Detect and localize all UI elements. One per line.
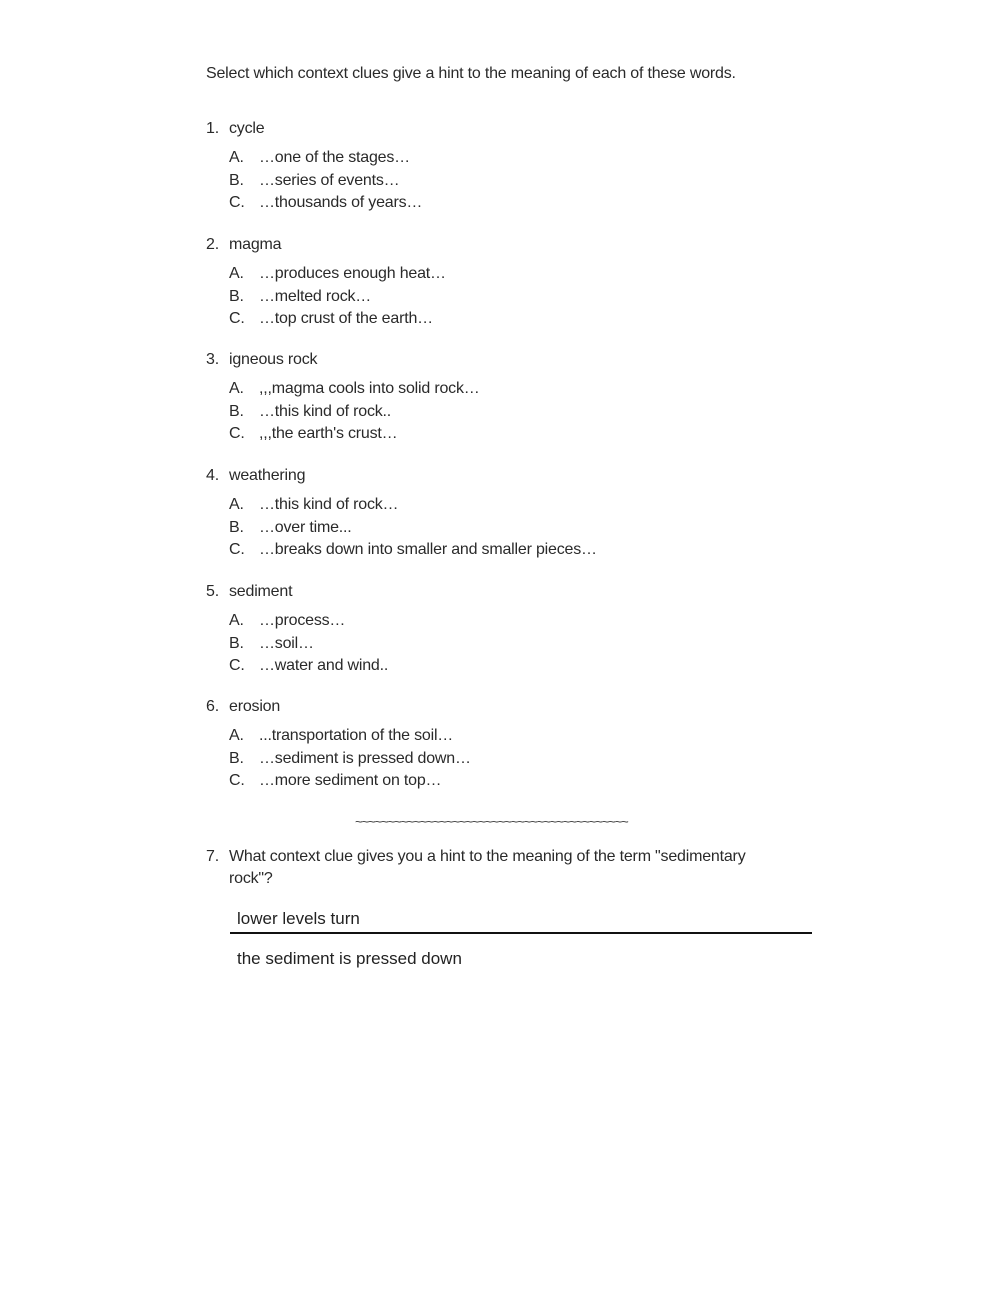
answer-options — [229, 147, 422, 215]
answer-option[interactable] — [229, 770, 471, 793]
question-6 — [206, 696, 471, 793]
answer-field-2[interactable] — [230, 948, 812, 974]
answer-option[interactable] — [229, 147, 422, 170]
answer-option[interactable] — [229, 610, 388, 633]
question-number: 1. — [206, 120, 219, 137]
option-text: ,,,the earth's crust… — [259, 425, 398, 442]
question-word: sediment — [229, 583, 293, 600]
question-heading — [206, 581, 388, 603]
answer-option[interactable] — [229, 655, 388, 678]
option-letter: C. — [229, 425, 245, 442]
question-1 — [206, 118, 422, 215]
option-letter: A. — [229, 149, 244, 166]
option-text: …process… — [259, 612, 346, 629]
option-text: ,,,magma cools into solid rock… — [259, 380, 480, 397]
answer-option[interactable] — [229, 517, 597, 540]
question-number: 5. — [206, 583, 219, 600]
question-number: 3. — [206, 351, 219, 368]
option-text: …thousands of years… — [259, 194, 423, 211]
answer-option[interactable] — [229, 263, 446, 286]
answer-option[interactable] — [229, 308, 446, 331]
option-letter: C. — [229, 657, 245, 674]
option-text: …one of the stages… — [259, 149, 410, 166]
answer-option[interactable] — [229, 401, 480, 424]
answer-field-1[interactable] — [230, 908, 812, 934]
option-text: …this kind of rock.. — [259, 402, 392, 420]
option-text: …water and wind.. — [259, 657, 389, 674]
answer-option[interactable] — [229, 748, 471, 771]
section-divider: ~~~~~~~~~~~~~~~~~~~~~~~~~~~~~~~~~~~~~~~~~~ — [355, 814, 628, 829]
answer-options — [229, 725, 471, 793]
answer-2-text: the sediment is pressed down — [237, 949, 462, 968]
question-heading — [206, 234, 446, 256]
question-heading — [206, 465, 597, 487]
question-word: erosion — [229, 698, 281, 715]
option-letter: A. — [229, 496, 244, 513]
question-number: 4. — [206, 467, 219, 484]
option-letter: B. — [229, 402, 244, 420]
option-letter: B. — [229, 518, 244, 536]
option-letter: A. — [229, 727, 244, 744]
answer-option[interactable] — [229, 725, 471, 748]
option-letter: C. — [229, 772, 245, 789]
question-7-number: 7. — [206, 848, 219, 865]
question-2 — [206, 234, 446, 331]
answer-options — [229, 378, 480, 446]
answer-option[interactable] — [229, 494, 597, 517]
answer-option[interactable] — [229, 423, 480, 446]
option-text: …over time... — [259, 518, 352, 536]
option-text: …top crust of the earth… — [259, 310, 433, 327]
option-text: …more sediment on top… — [259, 772, 442, 789]
question-number: 2. — [206, 236, 219, 253]
answer-option[interactable] — [229, 378, 480, 401]
question-word: igneous rock — [229, 351, 318, 368]
option-text: …melted rock… — [259, 287, 372, 305]
answer-option[interactable] — [229, 539, 597, 562]
option-text: …produces enough heat… — [259, 265, 446, 282]
question-word: weathering — [229, 467, 306, 484]
question-7 — [206, 846, 766, 890]
answer-option[interactable] — [229, 286, 446, 309]
question-word: magma — [229, 236, 282, 253]
answer-option[interactable] — [229, 192, 422, 215]
option-letter: A. — [229, 380, 244, 397]
option-letter: B. — [229, 634, 244, 652]
answer-options — [229, 610, 388, 678]
option-letter: A. — [229, 612, 244, 629]
answer-options — [229, 263, 446, 331]
question-5 — [206, 581, 388, 678]
answer-option[interactable] — [229, 170, 422, 193]
option-letter: C. — [229, 541, 245, 558]
option-text: …this kind of rock… — [259, 496, 399, 513]
option-text: …series of events… — [259, 171, 400, 189]
question-word: cycle — [229, 120, 265, 137]
question-7-text: What context clue gives you a hint to the meaning of the term "sedimentary rock"? — [229, 848, 746, 887]
question-number: 6. — [206, 698, 219, 715]
question-4 — [206, 465, 597, 562]
option-letter: B. — [229, 287, 244, 305]
question-3 — [206, 349, 480, 446]
option-text: …soil… — [259, 634, 314, 652]
answer-options — [229, 494, 597, 562]
question-heading — [206, 696, 471, 718]
option-text: …sediment is pressed down… — [259, 749, 471, 767]
option-text: …breaks down into smaller and smaller pieces… — [259, 541, 597, 558]
question-heading — [206, 118, 422, 140]
option-letter: B. — [229, 749, 244, 767]
option-text: ...transportation of the soil… — [259, 727, 454, 744]
option-letter: C. — [229, 194, 245, 211]
option-letter: B. — [229, 171, 244, 189]
question-heading — [206, 349, 480, 371]
instructions-text: Select which context clues give a hint to the meaning of each of these words. — [206, 65, 736, 82]
option-letter: C. — [229, 310, 245, 327]
answer-option[interactable] — [229, 633, 388, 656]
option-letter: A. — [229, 265, 244, 282]
answer-1-text: lower levels turn — [237, 909, 360, 928]
